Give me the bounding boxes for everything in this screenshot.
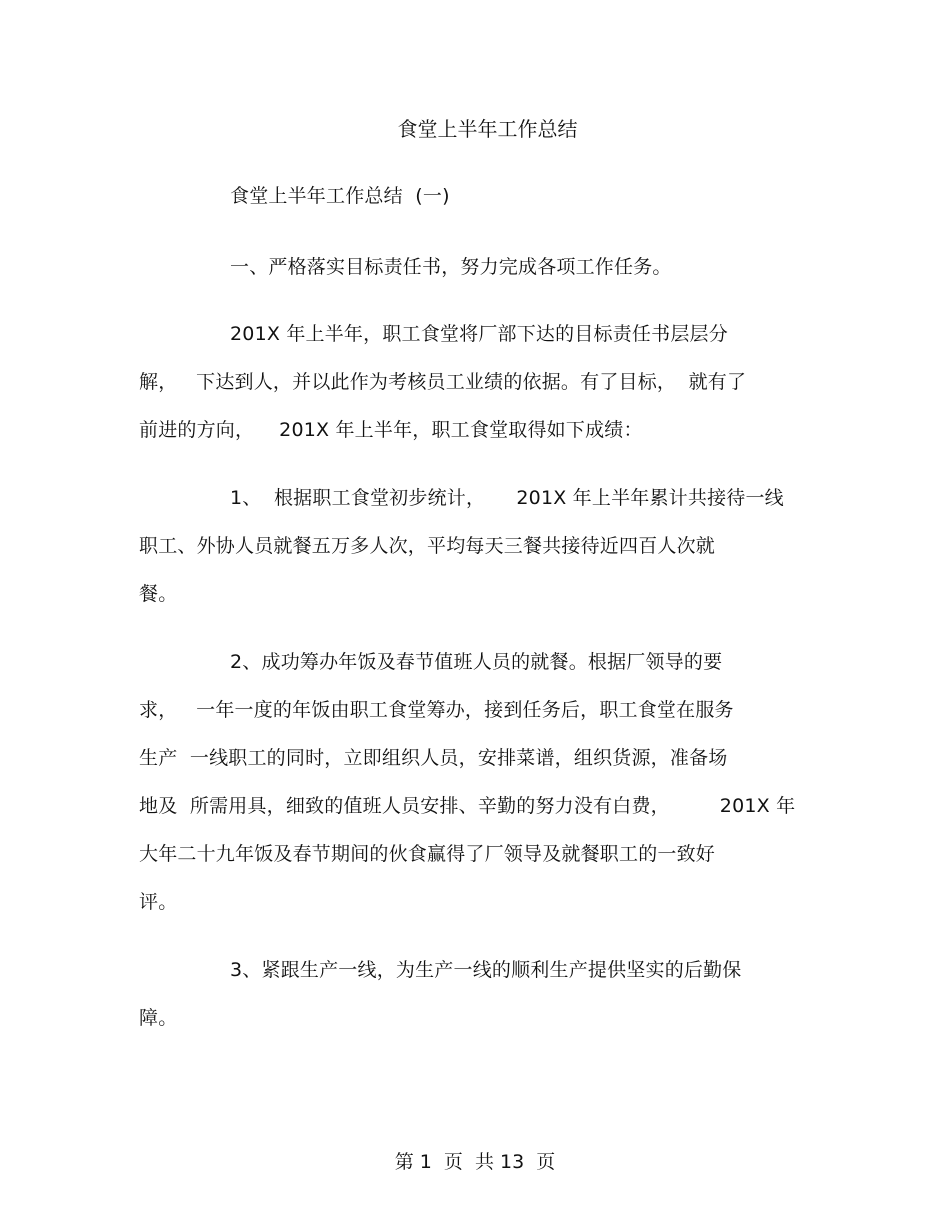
paragraph-line: 地及 所需用具，细致的值班人员安排、辛勤的努力没有白费， 201X 年 xyxy=(139,795,796,817)
paragraph-line: 求， 一年一度的年饭由职工食堂筹办，接到任务后，职工食堂在服务 xyxy=(139,699,734,721)
paragraph-line: 2、成功筹办年饭及春节值班人员的就餐。根据厂领导的要 xyxy=(230,651,723,673)
paragraph-line: 201X 年上半年，职工食堂将厂部下达的目标责任书层层分 xyxy=(230,323,728,345)
paragraph-line: 1、 根据职工食堂初步统计， 201X 年上半年累计共接待一线 xyxy=(230,487,784,509)
document-subtitle: 食堂上半年工作总结 (一) xyxy=(230,185,450,207)
paragraph-line: 餐。 xyxy=(139,583,178,605)
paragraph-line: 评。 xyxy=(139,891,178,913)
paragraph-line: 障。 xyxy=(139,1007,178,1029)
document-title: 食堂上半年工作总结 xyxy=(397,117,578,141)
paragraph-line: 大年二十九年饭及春节期间的伙食赢得了厂领导及就餐职工的一致好 xyxy=(139,843,716,865)
section-heading: 一、严格落实目标责任书，努力完成各项工作任务。 xyxy=(230,256,672,278)
paragraph-line: 解， 下达到人，并以此作为考核员工业绩的依据。有了目标， 就有了 xyxy=(139,371,747,393)
paragraph-line: 职工、外协人员就餐五万多人次，平均每天三餐共接待近四百人次就 xyxy=(139,535,716,557)
paragraph-line: 前进的方向， 201X 年上半年，职工食堂取得如下成绩： xyxy=(139,419,643,441)
page-number: 第 1 页 共 13 页 xyxy=(394,1151,556,1173)
paragraph-line: 生产 一线职工的同时，立即组织人员，安排菜谱，组织货源，准备场 xyxy=(139,747,728,769)
paragraph-line: 3、紧跟生产一线，为生产一线的顺利生产提供坚实的后勤保 xyxy=(230,959,742,981)
